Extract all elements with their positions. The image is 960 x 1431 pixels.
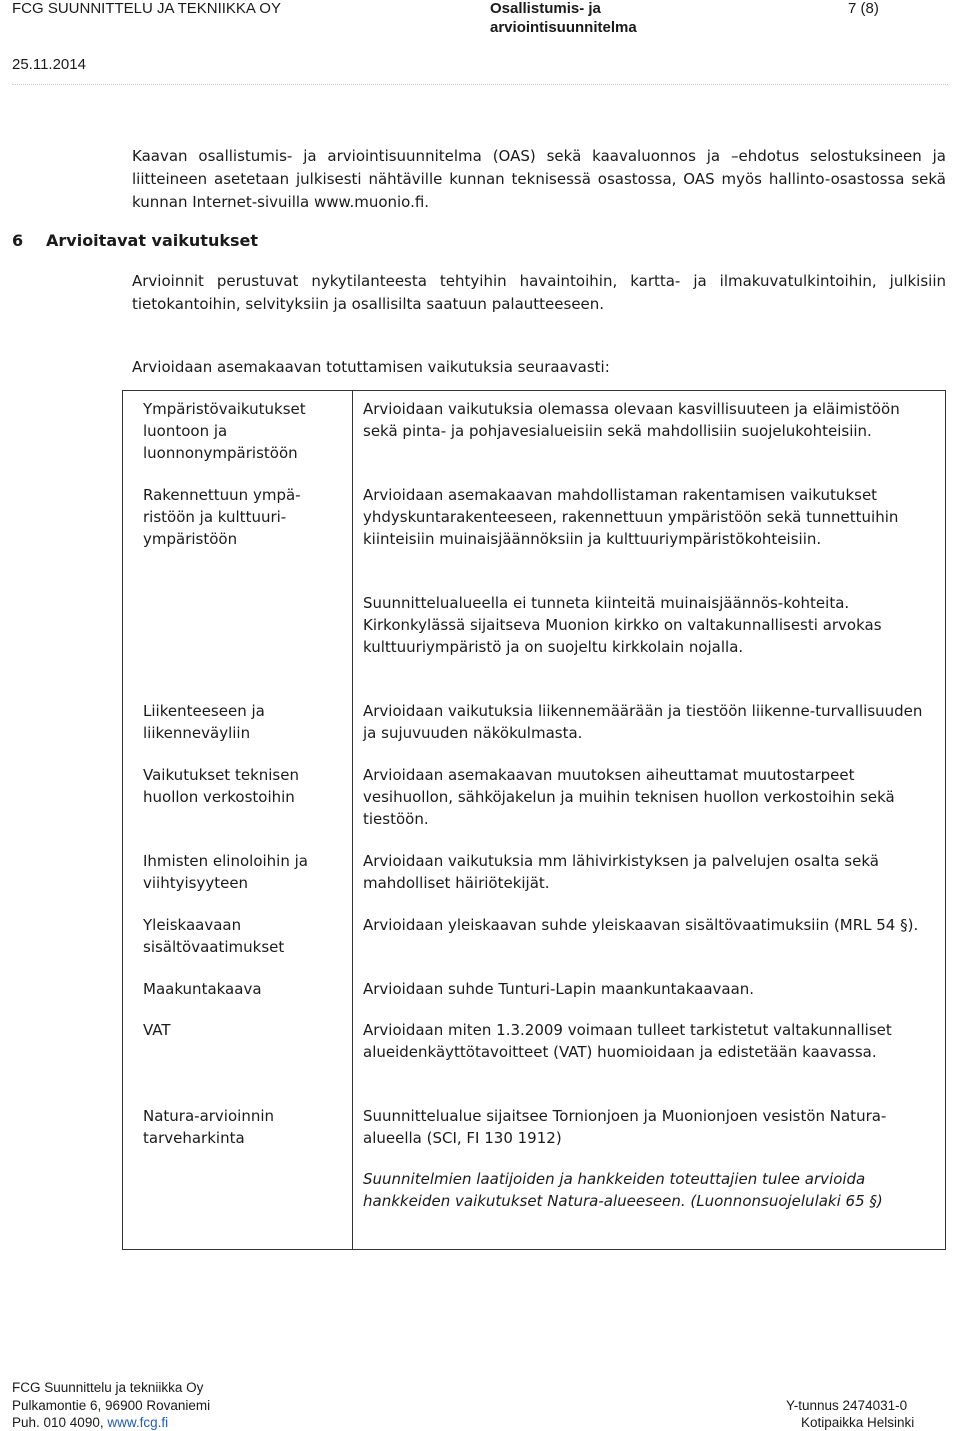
table-row-2-note: Suunnittelualueella ei tunneta kiinteitä muinaisjäännös-kohteita. Kirkonkylässä sijaitseva Muonion kirkko on valtakunnallisesti arvokas kulttuuriympäristö ja on suojeltu kirkkolain nojalla. (363, 594, 882, 656)
table-row-3-description: Arvioidaan vaikutuksia liikennemäärään ja tiestöön liikenne-turvallisuuden ja sujuvuuden näkökulmasta. (363, 702, 923, 742)
table-row-1-label: Ympäristövaikutukset luontoon ja luonnonympäristöön (143, 400, 306, 462)
table-row-6-label: Yleiskaavaan sisältövaatimukset (143, 916, 285, 956)
table-row-6-description: Arvioidaan yleiskaavan suhde yleiskaavan sisältövaatimuksiin (MRL 54 §). (363, 916, 919, 934)
footer-company: FCG Suunnittelu ja tekniikka Oy (12, 1380, 204, 1395)
header-company: FCG SUUNNITTELU JA TEKNIIKKA OY (12, 0, 281, 17)
table-row-2-label: Rakennettuun ympä-ristöön ja kulttuuri-ympäristöön (143, 486, 301, 548)
assessment-intro-paragraph: Arvioidaan asemakaavan totuttamisen vaikutuksia seuraavasti: (132, 358, 610, 376)
footer-contact (12, 1414, 168, 1431)
footer-address: Pulkamontie 6, 96900 Rovaniemi (12, 1398, 211, 1413)
header-divider (12, 84, 948, 85)
table-row-3-label: Liikenteeseen ja liikenneväyliin (143, 702, 265, 742)
table-row-1-description: Arvioidaan vaikutuksia olemassa olevaan kasvillisuuteen ja eläimistöön sekä pinta- ja pohjavesialueisiin sekä mahdollisiin suojelukohteisiin. (363, 400, 900, 440)
table-row-8-description: Arvioidaan miten 1.3.2009 voimaan tulleet tarkistetut valtakunnalliset alueidenkäyttötavoitteet (VAT) huomioidaan ja edistetään kaavassa. (363, 1021, 892, 1061)
impacts-table (122, 390, 946, 1250)
table-row-8-label: VAT (143, 1021, 171, 1039)
header-page-number: 7 (8) (848, 0, 879, 17)
header-doc-title-line2: arviointisuunnitelma (490, 19, 637, 36)
table-row-2-description: Arvioidaan asemakaavan mahdollistaman rakentamisen vaikutukset yhdyskuntarakenteeseen, rakennettuun ympäristöön sekä tunnettuihin kiinteisiin muinaisjäännöksiin ja kulttuuriympäristökohteisiin. (363, 486, 899, 548)
table-row-7-label: Maakuntakaava (143, 980, 262, 998)
header-doc-title-line1: Osallistumis- ja (490, 0, 601, 17)
footer-domicile: Kotipaikka Helsinki (801, 1415, 915, 1430)
table-row-9-note: Suunnitelmien laatijoiden ja hankkeiden toteuttajien tulee arvioida hankkeiden vaikutukset Natura-alueeseen. (Luonnonsuojelulaki 65 §) (363, 1170, 883, 1210)
table-row-9-label: Natura-arvioinnin tarveharkinta (143, 1107, 275, 1147)
table-row-4-label: Vaikutukset teknisen huollon verkostoihin (143, 766, 299, 806)
table-row-5-description: Arvioidaan vaikutuksia mm lähivirkistyksen ja palvelujen osalta sekä mahdolliset häiriötekijät. (363, 852, 879, 892)
table-row-4-description: Arvioidaan asemakaavan muutoksen aiheuttamat muutostarpeet vesihuollon, sähköjakelun ja muihin teknisen huollon verkostoihin sekä tiestöön. (363, 766, 895, 828)
table-row-7-description: Arvioidaan suhde Tunturi-Lapin maankuntakaavaan. (363, 980, 755, 998)
header-date: 25.11.2014 (12, 56, 86, 73)
table-row-9-description: Suunnittelualue sijaitsee Tornionjoen ja Muonionjoen vesistön Natura-alueella (SCI, FI 130 1912) (363, 1107, 887, 1147)
footer-website-link[interactable]: www.fcg.fi (107, 1415, 169, 1430)
intro-paragraph: Kaavan osallistumis- ja arviointisuunnitelma (OAS) sekä kaavaluonnos ja –ehdotus selostuksineen ja liitteineen asetetaan julkisesti nähtäville kunnan teknisessä osastossa, OAS myös hallinto-osastossa sekä kunnan Internet-sivuilla www.muonio.fi. (132, 147, 946, 211)
table-row-5-label: Ihmisten elinoloihin ja viihtyisyyteen (143, 852, 308, 892)
table-column-divider (352, 391, 353, 1249)
section-heading (12, 231, 258, 250)
footer-business-id: Y-tunnus 2474031-0 (786, 1398, 908, 1413)
section-title: Arvioitavat vaikutukset (46, 231, 258, 250)
footer-phone: Puh. 010 4090, (12, 1415, 104, 1430)
section-number: 6 (12, 231, 24, 250)
assessment-basis-paragraph: Arvioinnit perustuvat nykytilanteesta tehtyihin havaintoihin, kartta- ja ilmakuvatulkintoihin, julkisiin tietokantoihin, selvityksiin ja osallisilta saatuun palautteeseen. (132, 272, 946, 313)
